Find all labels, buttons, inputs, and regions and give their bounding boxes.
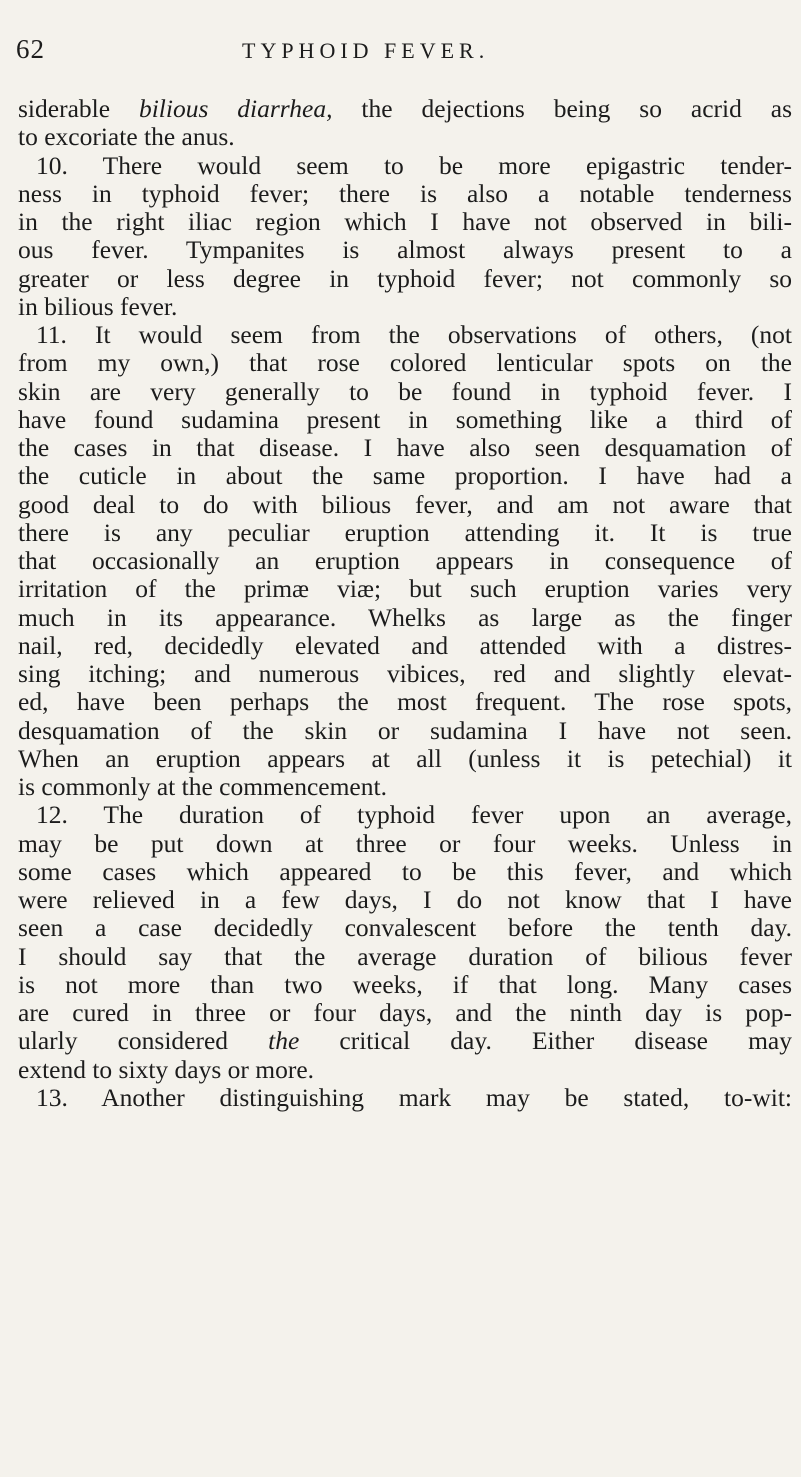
text-run: were relieved in a few days, I do not know that I have	[18, 886, 792, 914]
page-number: 62	[16, 34, 45, 64]
text-line	[18, 378, 792, 406]
text-line	[18, 462, 792, 490]
text-run: there is any peculiar eruption attending it. It is true	[18, 518, 792, 547]
text-line	[18, 236, 792, 264]
text-run: much in its appearance. Whelks as large as the finger	[18, 603, 792, 632]
text-line	[18, 717, 792, 745]
text-line	[18, 830, 792, 858]
text-run: from my own,) that rose colored lenticular spots on the	[18, 349, 792, 378]
text-run: the cases in that disease. I have also seen desquamation of	[18, 434, 792, 462]
text-run: ness in typhoid fever; there is also a notable tenderness	[18, 179, 792, 208]
text-line	[18, 745, 792, 773]
text-run: in the right iliac region which I have not observed in bili-	[18, 208, 792, 236]
text-line	[18, 547, 792, 575]
text-run: some cases which appeared to be this fever, and which	[18, 857, 792, 886]
text-line	[18, 293, 792, 321]
text-run: nail, red, decidedly elevated and attended with a distres-	[18, 631, 792, 660]
text-run: sing itching; and numerous vibices, red and slightly elevat-	[18, 660, 792, 688]
text-line	[18, 1084, 792, 1112]
text-line	[18, 519, 792, 547]
text-line	[18, 801, 792, 829]
text-run: 10. There would seem to be more epigastric tender-	[36, 151, 792, 180]
text-line	[18, 491, 792, 519]
text-run: the dejections being so acrid as	[332, 95, 792, 123]
text-run: I should say that the average duration of bilious fever	[18, 942, 792, 971]
text-run: ularly considered	[18, 1027, 269, 1056]
text-run: When an eruption appears at all (unless it is petechial) it	[18, 744, 792, 773]
text-run: skin are very generally to be found in typhoid fever. I	[18, 377, 792, 406]
text-line	[18, 660, 792, 688]
text-run: 11. It would seem from the observations of others, (not	[36, 321, 792, 349]
text-line	[18, 688, 792, 716]
text-line	[18, 886, 792, 914]
text-run: are cured in three or four days, and the ninth day is pop-	[18, 999, 792, 1027]
text-line	[18, 1027, 792, 1055]
text-line	[18, 575, 792, 603]
text-line	[18, 208, 792, 236]
text-line	[18, 95, 792, 123]
text-run: is not more than two weeks, if that long. Many cases	[18, 970, 792, 999]
text-run: is commonly at the commencement.	[18, 773, 387, 801]
text-run: extend to sixty days or more.	[18, 1055, 315, 1084]
text-line	[18, 773, 792, 801]
text-run: good deal to do with bilious fever, and am not aware that	[18, 490, 792, 519]
text-run: seen a case decidedly convalescent before the tenth day.	[18, 914, 792, 943]
text-line	[18, 321, 792, 349]
text-line	[18, 632, 792, 660]
body-text	[18, 95, 792, 1112]
running-head	[0, 34, 801, 74]
text-line	[18, 971, 792, 999]
text-run: may be put down at three or four weeks. Unless in	[18, 829, 792, 858]
text-run: siderable	[18, 95, 139, 123]
text-line	[18, 914, 792, 942]
text-line	[18, 999, 792, 1027]
text-run: the cuticle in about the same proportion. I have had a	[18, 462, 792, 491]
text-run: ed, have been perhaps the most frequent. The rose spots,	[18, 688, 792, 717]
text-run: critical day. Either disease may	[299, 1027, 792, 1056]
running-title: TYPHOID FEVER.	[242, 38, 490, 63]
text-run: irritation of the primæ viæ; but such eruption varies very	[18, 575, 792, 604]
text-run: 13. Another distinguishing mark may be stated, to-wit:	[36, 1083, 792, 1112]
text-line	[18, 1056, 792, 1084]
text-line	[18, 349, 792, 377]
text-run: in bilious fever.	[18, 292, 178, 321]
text-run: that occasionally an eruption appears in consequence of	[18, 547, 792, 575]
text-line	[18, 265, 792, 293]
text-line	[18, 434, 792, 462]
text-line	[18, 604, 792, 632]
text-line	[18, 406, 792, 434]
text-line	[18, 858, 792, 886]
text-run: have found sudamina present in something like a third of	[18, 405, 792, 434]
text-line	[18, 152, 792, 180]
text-line	[18, 123, 792, 151]
italic-text: bilious diarrhea,	[138, 95, 333, 123]
text-run: 12. The duration of typhoid fever upon an average,	[36, 801, 792, 830]
text-line	[18, 943, 792, 971]
text-run: ous fever. Tympanites is almost always present to a	[18, 236, 792, 265]
text-run: desquamation of the skin or sudamina I have not seen.	[18, 716, 792, 745]
text-run: greater or less degree in typhoid fever; not commonly so	[18, 264, 792, 293]
text-run: to excoriate the anus.	[18, 123, 235, 152]
italic-text: the	[268, 1027, 300, 1056]
text-line	[18, 180, 792, 208]
